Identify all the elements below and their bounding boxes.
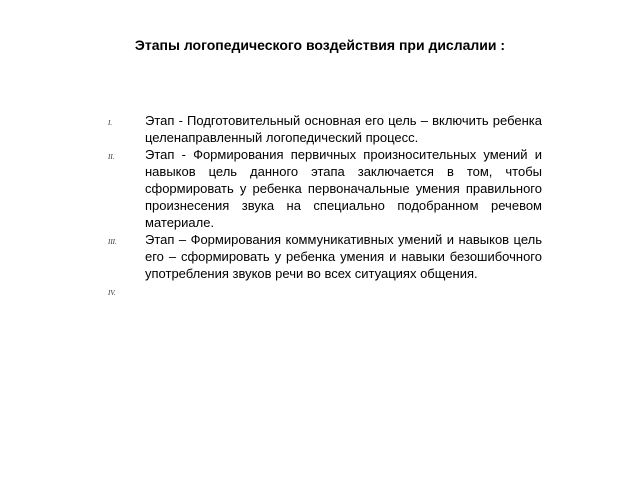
list-item-stage-1 bbox=[100, 112, 542, 146]
stage-text: Этап - Подготовительный основная его цель – включить ребенка целенаправленный логопедический процесс. bbox=[145, 113, 542, 145]
list-numeral: II. bbox=[108, 153, 115, 161]
list-numeral: IV. bbox=[108, 289, 116, 297]
stage-text: Этап – Формирования коммуникативных умений и навыков цель его – сформировать у ребенка умения и навыки безошибочного употребления звуков речи во всех ситуациях общения. bbox=[145, 232, 542, 281]
list-item-stage-2 bbox=[100, 146, 542, 231]
list-item-stage-4 bbox=[100, 282, 542, 308]
list-numeral: I. bbox=[108, 119, 113, 127]
stage-text: Этап - Формирования первичных произносительных умений и навыков цель данного этапа заключается в том, чтобы сформировать у ребенка первоначальные умения правильного произнесения звука на специально подобранном речевом материале. bbox=[145, 147, 542, 230]
page-title: Этапы логопедического воздействия при дислалии : bbox=[134, 37, 506, 53]
stage-text bbox=[145, 282, 542, 308]
list-numeral: III. bbox=[108, 238, 117, 246]
stages-list bbox=[100, 112, 542, 308]
list-item-stage-3 bbox=[100, 231, 542, 282]
